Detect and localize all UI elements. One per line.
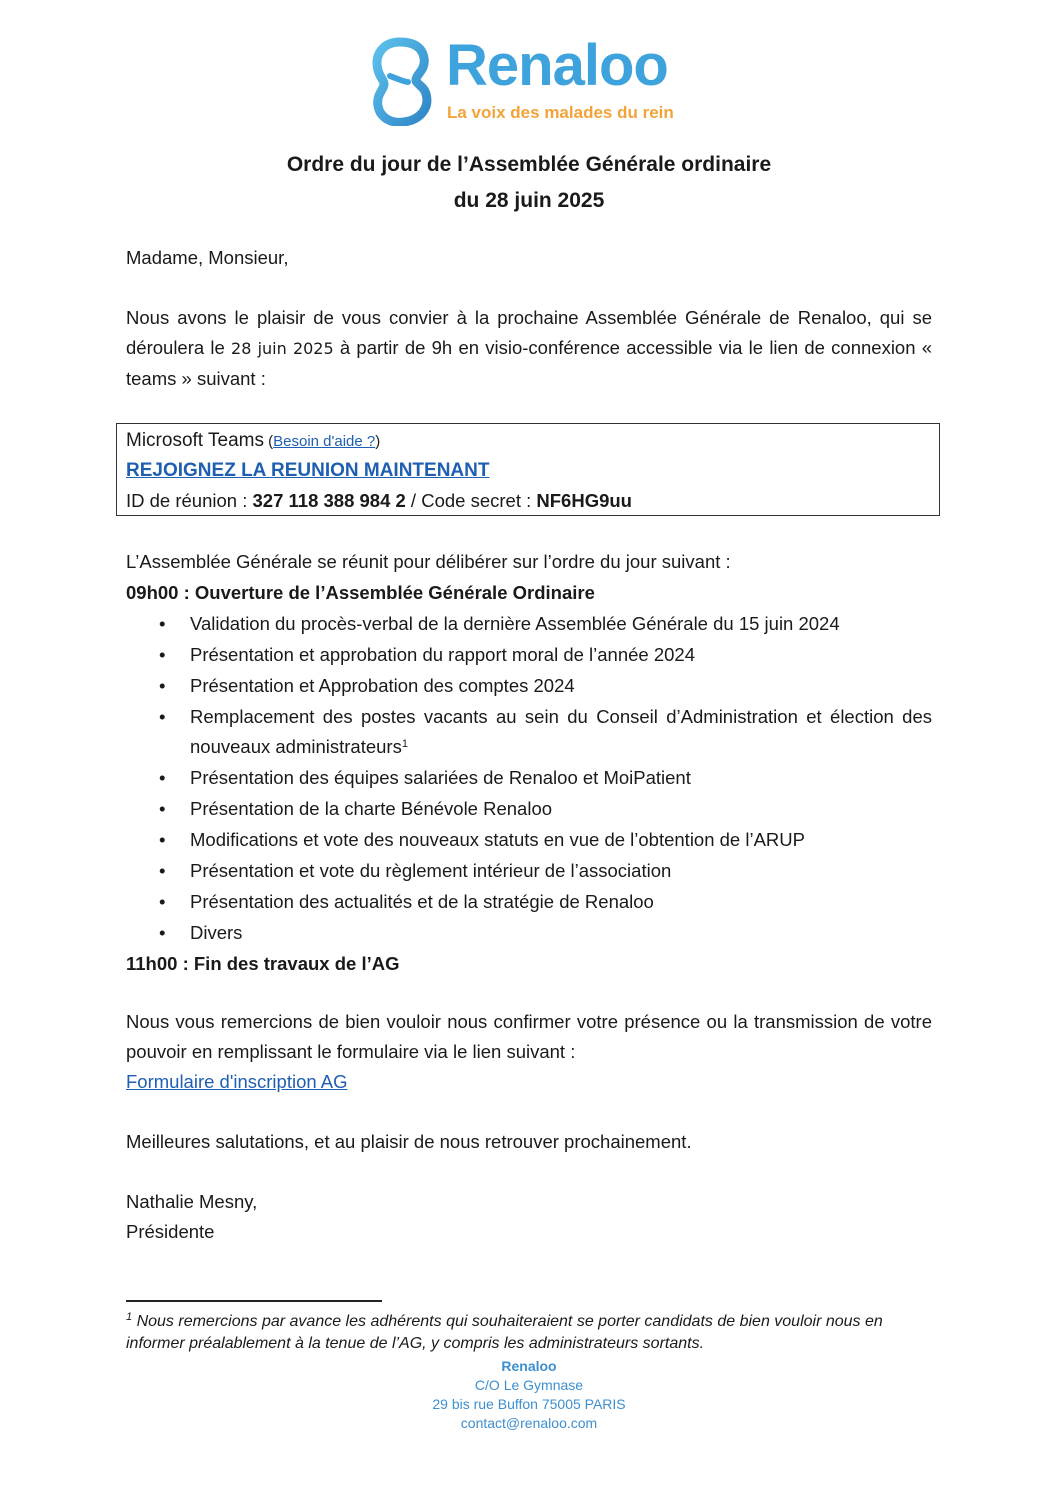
- agenda-item: [126, 887, 932, 917]
- agenda-item: [126, 763, 932, 793]
- intro-date: 28 juin 2025: [231, 339, 334, 358]
- bullet-icon: •: [159, 644, 166, 665]
- bullet-icon: •: [159, 860, 166, 881]
- teams-meeting-box: [116, 423, 940, 516]
- agenda-item-text: Présentation de la charte Bénévole Renaloo: [190, 798, 553, 819]
- greeting: Madame, Monsieur,: [126, 247, 289, 268]
- agenda-item: [126, 702, 932, 762]
- bullet-icon: •: [159, 613, 166, 634]
- teams-label: Microsoft Teams: [126, 430, 264, 451]
- footnote-separator: [126, 1300, 382, 1302]
- passcode-label: / Code secret :: [405, 490, 537, 511]
- agenda-item-text: Présentation des équipes salariées de Renaloo et MoiPatient: [190, 767, 691, 788]
- signature: [126, 1187, 932, 1247]
- footer-email: contact@renaloo.com: [460, 1415, 598, 1431]
- agenda-list: [126, 609, 932, 948]
- intro-text-2: à partir de 9h en visio-conférence accessible via le lien de connexion « teams » suivant :: [126, 337, 933, 389]
- footer-address-line-2: 29 bis rue Buffon 75005 PARIS: [432, 1396, 626, 1412]
- kidney-logo-icon: [370, 36, 440, 126]
- agenda-closing: 11h00 : Fin des travaux de l’AG: [126, 953, 400, 974]
- footnote-text: Nous remercions par avance les adhérents qui souhaiteraient se porter candidats de bien vouloir nous en informer préalablement à la tenue de l’AG, y compris les administrateurs sortants.: [126, 1313, 883, 1352]
- confirm-text: Nous vous remercions de bien vouloir nous confirmer votre présence ou la transmission de votre pouvoir en remplissant le formulaire via le lien suivant :: [126, 1011, 932, 1062]
- bullet-icon: •: [159, 891, 166, 912]
- agenda-item-text: Remplacement des postes vacants au sein du Conseil d’Administration et élection des nouveaux administrateurs: [190, 706, 932, 757]
- agenda-item: [126, 671, 932, 701]
- title-line-2: du 28 juin 2025: [453, 189, 605, 212]
- agenda-section: [126, 547, 932, 979]
- bullet-icon: •: [159, 829, 166, 850]
- meeting-id-row: [126, 486, 632, 516]
- bullet-icon: •: [159, 675, 166, 696]
- logo-wordmark: Renaloo: [446, 33, 668, 98]
- help-link[interactable]: Besoin d'aide ?: [273, 433, 376, 450]
- bullet-icon: •: [159, 706, 166, 727]
- agenda-item: [126, 609, 932, 639]
- agenda-item: [126, 640, 932, 670]
- intro-paragraph: [126, 303, 932, 394]
- footnote: [126, 1311, 938, 1355]
- agenda-intro: L’Assemblée Générale se réunit pour délibérer sur l’ordre du jour suivant :: [126, 551, 731, 572]
- agenda-item-text: Présentation et vote du règlement intérieur de l’association: [190, 860, 672, 881]
- join-meeting-link[interactable]: REJOIGNEZ LA REUNION MAINTENANT: [126, 460, 490, 481]
- bullet-icon: •: [159, 767, 166, 788]
- signatory-role: Présidente: [126, 1221, 215, 1242]
- document-title: [0, 147, 1058, 219]
- agenda-opening: 09h00 : Ouverture de l’Assemblée Générale Ordinaire: [126, 582, 595, 603]
- passcode-value: NF6HG9uu: [536, 490, 632, 511]
- salutation: Meilleures salutations, et au plaisir de nous retrouver prochainement.: [126, 1131, 692, 1152]
- registration-form-link[interactable]: Formulaire d'inscription AG: [126, 1071, 348, 1092]
- bullet-icon: •: [159, 922, 166, 943]
- intro-text-1: Nous avons le plaisir de vous convier à la prochaine Assemblée Générale de Renaloo, qui se déroulera le: [126, 307, 932, 358]
- footer-org: Renaloo: [501, 1358, 557, 1374]
- renaloo-logo: [370, 32, 700, 127]
- agenda-item: [126, 794, 932, 824]
- join-meeting-row: [126, 456, 489, 486]
- help-paren-open: (: [263, 433, 274, 450]
- agenda-item-text: Divers: [190, 922, 243, 943]
- help-paren-close: ): [375, 433, 381, 450]
- title-line-1: Ordre du jour de l’Assemblée Générale ordinaire: [286, 153, 772, 176]
- agenda-item-text: Présentation et approbation du rapport moral de l’année 2024: [190, 644, 695, 665]
- page-footer: [0, 1357, 1058, 1433]
- footer-address-line-1: C/O Le Gymnase: [474, 1377, 584, 1393]
- agenda-item-text: Modifications et vote des nouveaux statuts en vue de l’obtention de l’ARUP: [190, 829, 805, 850]
- agenda-item: [126, 825, 932, 855]
- teams-heading: [126, 426, 380, 457]
- meeting-id-label: ID de réunion :: [126, 490, 253, 511]
- footnote-ref: 1: [401, 738, 408, 750]
- signatory-name: Nathalie Mesny,: [126, 1191, 258, 1212]
- footnote-number: 1: [126, 1311, 133, 1323]
- logo-tagline: La voix des malades du rein: [447, 103, 674, 122]
- agenda-item: [126, 918, 932, 948]
- agenda-item-text: Présentation et Approbation des comptes 2024: [190, 675, 575, 696]
- agenda-item: [126, 856, 932, 886]
- bullet-icon: •: [159, 798, 166, 819]
- confirm-paragraph: [126, 1007, 932, 1097]
- meeting-id-value: 327 118 388 984 2: [252, 490, 406, 511]
- agenda-item-text: Validation du procès-verbal de la dernière Assemblée Générale du 15 juin 2024: [190, 613, 840, 634]
- agenda-item-text: Présentation des actualités et de la stratégie de Renaloo: [190, 891, 654, 912]
